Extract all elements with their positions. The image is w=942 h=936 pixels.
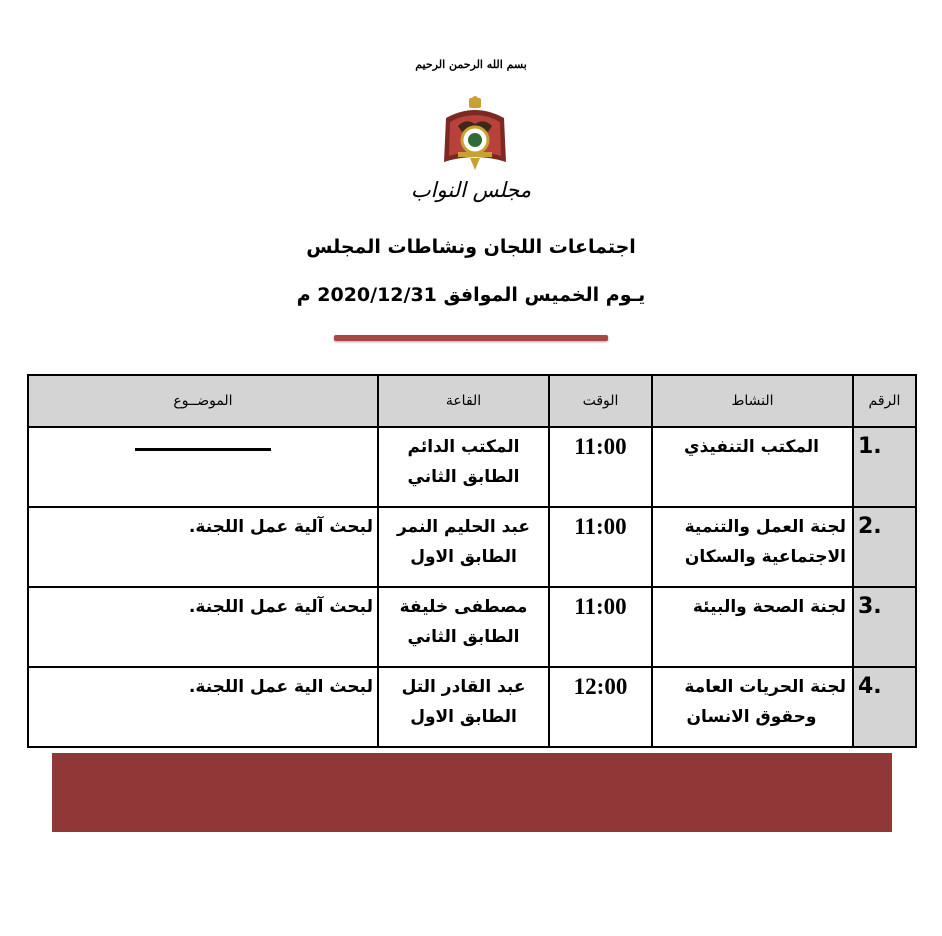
hall-cell xyxy=(378,427,549,507)
schedule-table xyxy=(27,374,917,748)
header-time: الوقت xyxy=(549,375,652,427)
subject-text: لبحث آلية عمل اللجنة. xyxy=(188,517,373,537)
header-activity: النشاط xyxy=(652,375,853,427)
table-row xyxy=(28,587,916,667)
subject-cell xyxy=(28,507,378,587)
table-row xyxy=(28,507,916,587)
basmala: بسم الله الرحمن الرحيم xyxy=(415,58,527,71)
hall-name: المكتب الدائم xyxy=(407,437,520,457)
header-number: الرقم xyxy=(853,375,916,427)
time-value: 11:00 xyxy=(574,434,627,459)
table-row xyxy=(28,667,916,747)
hall-cell xyxy=(378,667,549,747)
title-divider xyxy=(334,335,608,341)
table-header-row xyxy=(28,375,916,427)
activity-cell xyxy=(652,587,853,667)
header-subject: الموضــوع xyxy=(28,375,378,427)
parliament-calligraphy: مجلس النواب xyxy=(410,178,532,202)
time-cell xyxy=(549,427,652,507)
row-number: 4. xyxy=(858,674,882,699)
row-number-cell xyxy=(853,507,916,587)
activity-line: لجنة الصحة والبيئة xyxy=(692,597,846,617)
header-hall: القاعة xyxy=(378,375,549,427)
time-cell xyxy=(549,587,652,667)
subject-cell xyxy=(28,587,378,667)
empty-subject-dash xyxy=(135,448,271,451)
subject-text: لبحث الية عمل اللجنة. xyxy=(188,677,373,697)
activity-line: وحقوق الانسان xyxy=(686,707,817,727)
row-number-cell xyxy=(853,587,916,667)
activity-cell xyxy=(652,667,853,747)
activity-line: المكتب التنفيذي xyxy=(683,437,819,457)
hall-name: عبد الحليم النمر xyxy=(396,517,530,537)
subject-text: لبحث آلية عمل اللجنة. xyxy=(188,597,373,617)
page-title: اجتماعات اللجان ونشاطات المجلس xyxy=(306,236,636,258)
time-cell xyxy=(549,507,652,587)
row-number-cell xyxy=(853,427,916,507)
activity-line: لجنة العمل والتنمية xyxy=(684,517,846,537)
time-cell xyxy=(549,667,652,747)
row-number: 1. xyxy=(858,434,882,459)
row-number: 3. xyxy=(858,594,882,619)
hall-floor: الطابق الثاني xyxy=(407,627,520,647)
hall-floor: الطابق الاول xyxy=(410,707,517,727)
subject-cell xyxy=(28,427,378,507)
row-number: 2. xyxy=(858,514,882,539)
hall-name: مصطفى خليفة xyxy=(399,597,528,617)
subject-cell xyxy=(28,667,378,747)
hall-cell xyxy=(378,507,549,587)
hall-cell xyxy=(378,587,549,667)
bottom-band xyxy=(52,753,892,832)
activity-cell xyxy=(652,427,853,507)
hall-floor: الطابق الاول xyxy=(410,547,517,567)
row-number-cell xyxy=(853,667,916,747)
time-value: 11:00 xyxy=(574,594,627,619)
hall-name: عبد القادر التل xyxy=(401,677,526,697)
date-line: يـوم الخميس الموافق 2020/12/31 م xyxy=(296,284,646,306)
hall-floor: الطابق الثاني xyxy=(407,467,520,487)
activity-cell xyxy=(652,507,853,587)
activity-line: لجنة الحريات العامة xyxy=(684,677,846,697)
table-row xyxy=(28,427,916,507)
time-value: 12:00 xyxy=(573,674,628,699)
coat-of-arms-emblem xyxy=(436,96,514,172)
activity-line: الاجتماعية والسكان xyxy=(684,547,846,567)
time-value: 11:00 xyxy=(574,514,627,539)
